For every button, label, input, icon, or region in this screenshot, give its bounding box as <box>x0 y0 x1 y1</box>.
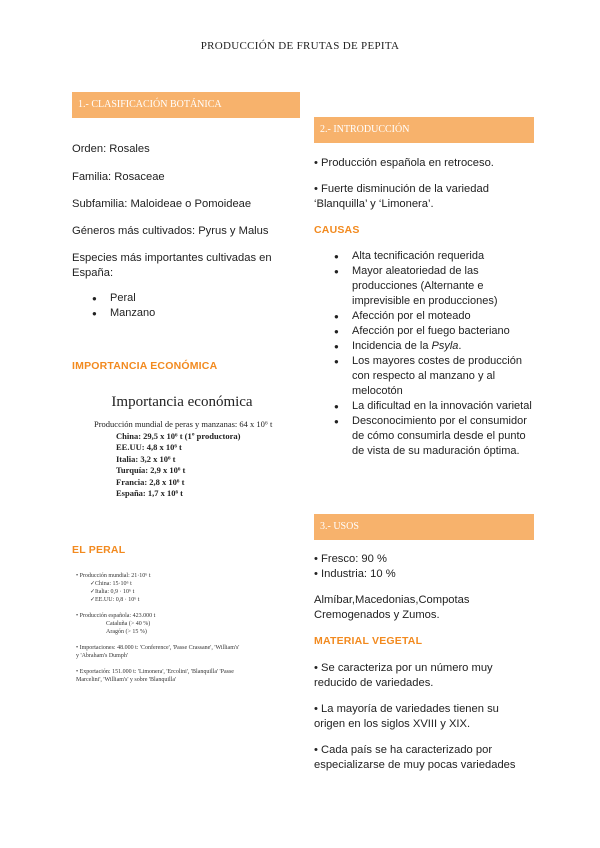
psyla-word: Psyla <box>431 340 459 352</box>
peral-line: y 'Abraham's Dumph' <box>76 653 128 659</box>
subfamilia-text: Subfamilia: Maloideae o Pomoideae <box>72 198 252 210</box>
section-header-peral: EL PERAL <box>72 544 126 556</box>
importancia-row: Italia: 3,2 x 10⁶ t <box>116 453 176 464</box>
peral-line: ✓Italia: 0,9 · 10⁶ t <box>90 589 135 595</box>
section-header-clasificacion: 1.- CLASIFICACIÓN BOTÁNICA <box>72 92 300 118</box>
importancia-image-title: Importancia económica <box>111 394 253 410</box>
familia-text: Familia: Rosaceae <box>72 171 165 183</box>
list-item: ● Alta tecnificación requerida <box>314 249 534 264</box>
list-item: ● Peral <box>72 291 294 306</box>
list-item: ● Desconocimiento por el consumidor de cómo consumirla desde el punto de vista de su maduración óptima. <box>314 414 534 459</box>
peral-image <box>76 572 290 702</box>
importancia-row: España: 1,7 x 10⁶ t <box>116 488 184 498</box>
especies-list <box>72 291 294 321</box>
list-item: ● Afección por el fuego bacteriano <box>314 324 534 339</box>
peral-line: • Producción española: 423.000 t <box>76 613 156 619</box>
causas-list <box>314 249 534 459</box>
importancia-row: China: 29,5 x 10⁶ t (1º productora) <box>116 430 241 441</box>
orden-text: Orden: Rosales <box>72 143 150 155</box>
peral-line: ✓EE.UU: 0,8 · 10⁶ t <box>90 597 140 603</box>
psyla-suffix: . <box>458 340 462 352</box>
generos-text: Géneros más cultivados: Pyrus y Malus <box>72 225 269 237</box>
peral-line: • Producción mundial: 21·10⁶ t <box>76 573 151 579</box>
material-text-3: • Cada país se ha caracterizado por especializarse de muy pocas variedades <box>314 744 516 771</box>
list-item-psyla <box>314 339 534 354</box>
especies-text: Especies más importantes cultivadas en España: <box>72 252 272 279</box>
peral-line: • Importaciones: 48.000 t: 'Conference', 'Passe Crassane', 'William's' <box>76 645 240 651</box>
material-text-2: • La mayoría de variedades tienen su origen en los siglos XVIII y XIX. <box>314 703 499 730</box>
industria-text: • Industria: 10 % <box>314 568 396 580</box>
peral-line: Cataluña (> 40 %) <box>106 621 151 627</box>
intro-text-2: • Fuerte disminución de la variedad ‘Blanquilla’ y ‘Limonera’. <box>314 183 489 210</box>
usos-text: Almíbar,Macedonias,Compotas Cremogenados y Zumos. <box>314 594 470 621</box>
list-item: ● La dificultad en la innovación varietal <box>314 399 534 414</box>
peral-line: • Exportación: 151.000 t: 'Limonera', 'Ercolini', 'Blanquilla' 'Passe <box>76 669 234 675</box>
importancia-image-bullet: Producción mundial de peras y manzanas: 64 x 10⁶ t <box>94 419 273 429</box>
section-header-causas: CAUSAS <box>314 224 360 236</box>
section-header-importancia: IMPORTANCIA ECONÓMICA <box>72 360 218 372</box>
fresco-text: • Fresco: 90 % <box>314 553 387 565</box>
list-item: ● Manzano <box>72 306 294 321</box>
importancia-row: Turquía: 2,9 x 10⁶ t <box>116 465 186 475</box>
section-header-introduccion: 2.- INTRODUCCIÓN <box>314 117 534 143</box>
importancia-row: EE.UU: 4,8 x 10⁶ t <box>116 442 182 452</box>
section-header-material: MATERIAL VEGETAL <box>314 635 423 647</box>
importancia-row: Francia: 2,8 x 10⁶ t <box>116 476 185 487</box>
material-text-1: • Se caracteriza por un número muy reducido de variedades. <box>314 662 493 689</box>
section-header-usos: 3.- USOS <box>314 514 534 540</box>
peral-line: ✓China: 15·10⁶ t <box>90 581 132 587</box>
page-title: PRODUCCIÓN DE FRUTAS DE PEPITA <box>200 40 400 52</box>
list-item: ● Afección por el moteado <box>314 309 534 324</box>
psyla-prefix: Incidencia de la <box>352 340 432 352</box>
peral-line: Marcelini', 'William's' y sobre 'Blanquilla' <box>76 677 177 683</box>
importancia-image <box>88 394 276 514</box>
intro-text-1: • Producción española en retroceso. <box>314 157 494 169</box>
peral-line: Aragón (> 15 %) <box>106 629 147 635</box>
list-item: ● Los mayores costes de producción con respecto al manzano y al melocotón <box>314 354 534 399</box>
list-item: ● Mayor aleatoriedad de las producciones (Alternante e imprevisible en producciones) <box>314 264 534 309</box>
